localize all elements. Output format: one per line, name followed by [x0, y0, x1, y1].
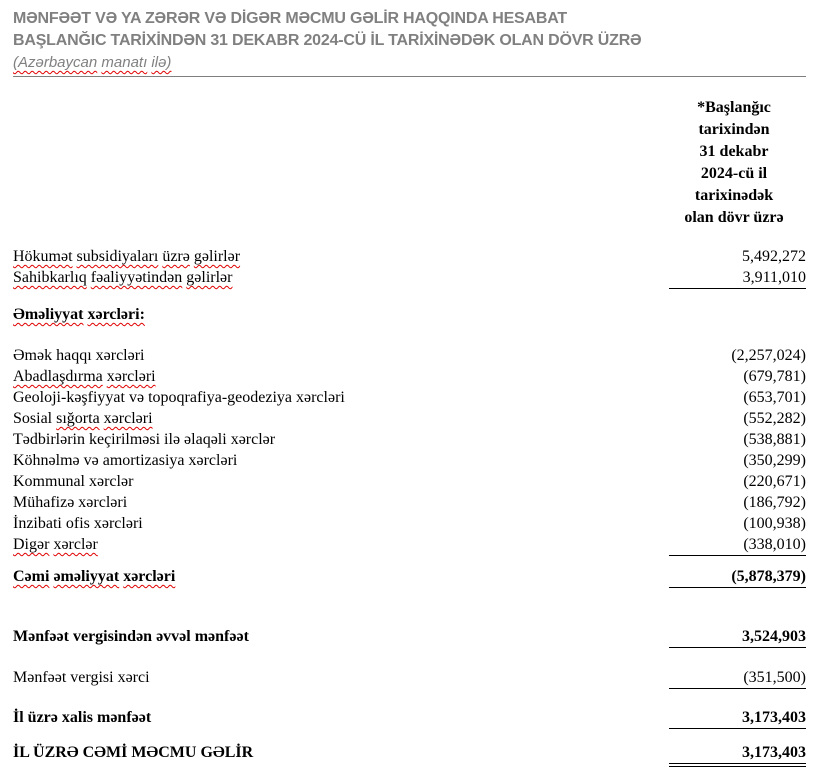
row-label: Köhnəlmə və amortizasiya xərcləri: [13, 452, 238, 469]
row-value: (220,671): [743, 473, 806, 490]
row-value: (538,881): [743, 431, 806, 448]
row-label: [13, 534, 669, 555]
row-value: (350,299): [743, 452, 806, 469]
table-row: [13, 304, 806, 325]
misspelled-word: xərcləri:: [87, 306, 145, 323]
table-row: [13, 471, 806, 492]
row-value: (338,010): [669, 534, 806, 556]
misspelled-word: gəlirlər: [193, 248, 241, 265]
table-row: [13, 566, 806, 588]
table-row: [13, 742, 806, 767]
row-value: 3,173,403: [669, 742, 806, 767]
misspelled-word: əməliyyat: [53, 568, 120, 585]
column-header-line: 31 dekabr: [699, 143, 769, 160]
misspelled-word: xərcləri: [103, 410, 153, 427]
statement-rows: [13, 246, 806, 767]
misspelled-word: Abadlaşdırma: [13, 368, 103, 385]
column-header-line: *Başlanğıc: [697, 99, 771, 116]
table-row: [13, 707, 806, 729]
row-label: Əmək haqqı xərcləri: [13, 347, 145, 364]
table-row: [13, 408, 806, 429]
row-label: [13, 304, 669, 325]
row-label: [13, 246, 669, 267]
report-subtitle: [13, 53, 806, 73]
misspelled-word: Sahibkarlıq: [13, 269, 87, 286]
row-value: (5,878,379): [669, 566, 806, 588]
report-title-line-2: BAŞLANĞIC TARİXİNDƏN 31 DEKABR 2024-CÜ İL TARİXİNƏDƏK OLAN DÖVR ÜZRƏ: [13, 32, 642, 49]
table-row: [13, 667, 806, 689]
misspelled-word: fəaliyyətindən: [90, 269, 183, 286]
table-row: [13, 387, 806, 408]
row-label: İnzibati ofis xərcləri: [13, 515, 143, 532]
misspelled-word: Əməliyyat: [13, 306, 84, 323]
misspelled-word: (Azərbaycan: [13, 54, 98, 71]
column-header-line: olan dövr üzrə: [684, 209, 784, 226]
row-value: (100,938): [743, 515, 806, 532]
table-row: [13, 626, 806, 648]
row-value: (351,500): [669, 667, 806, 689]
amount-column-header: [656, 97, 812, 229]
row-label: [13, 267, 669, 288]
misspelled-word: subsidiyaları: [76, 248, 159, 265]
document-header: [13, 8, 806, 77]
column-header-line: tarixindən: [698, 121, 770, 138]
row-value: 3,173,403: [669, 707, 806, 729]
misspelled-word: üzrə: [162, 248, 190, 265]
report-title-line-1: MƏNFƏƏT VƏ YA ZƏRƏR VƏ DİGƏR MƏCMU GƏLİR HAQQINDA HESABAT: [13, 10, 567, 27]
column-header-line: tarixinədək: [694, 187, 774, 204]
row-label: Kommunal xərclər: [13, 473, 134, 490]
misspelled-word: sığorta: [56, 410, 100, 427]
misspelled-word: manatı: [101, 54, 148, 71]
row-label: Mənfəət vergisindən əvvəl mənfəət: [13, 628, 249, 645]
table-row: [13, 429, 806, 450]
row-label: Geoloji-kəşfiyyat və topoqrafiya-geodeziya xərcləri: [13, 389, 345, 406]
row-label: [13, 366, 669, 387]
row-label: [13, 566, 669, 587]
row-value: (552,282): [743, 410, 806, 427]
misspelled-word: xərcləri: [123, 568, 176, 585]
table-row: [13, 492, 806, 513]
row-label: Mühafizə xərcləri: [13, 494, 128, 511]
row-label: Mənfəət vergisi xərci: [13, 669, 150, 686]
misspelled-word: Cəmi: [13, 568, 50, 585]
row-value: (653,701): [743, 389, 806, 406]
row-label: İl üzrə xalis mənfəət: [13, 709, 152, 726]
row-value: 5,492,272: [742, 248, 806, 265]
misspelled-word: xərcləri: [106, 368, 156, 385]
table-row: [13, 534, 806, 556]
row-value: (679,781): [743, 368, 806, 385]
table-row: [13, 513, 806, 534]
row-label: Sosial sığorta xərcləri: [13, 410, 153, 427]
misspelled-word: ilə): [151, 54, 172, 71]
table-row: [13, 450, 806, 471]
table-row: [13, 345, 806, 366]
misspelled-word: xərclər: [53, 536, 98, 553]
row-label: Tədbirlərin keçirilməsi ilə əlaqəli xərclər: [13, 431, 276, 448]
table-row: [13, 246, 806, 267]
row-value: 3,524,903: [669, 626, 806, 648]
table-row: [13, 366, 806, 387]
row-value: (186,792): [743, 494, 806, 511]
misspelled-word: gəlirlər: [186, 269, 233, 286]
row-label: İL ÜZRƏ CƏMİ MƏCMU GƏLİR: [13, 744, 254, 761]
row-value: (2,257,024): [731, 347, 806, 364]
table-row: [13, 267, 806, 289]
column-header-line: 2024-cü il: [700, 165, 768, 182]
misspelled-word: Hökumət: [13, 248, 73, 265]
misspelled-word: Digər: [13, 536, 50, 553]
row-value: 3,911,010: [669, 267, 806, 289]
